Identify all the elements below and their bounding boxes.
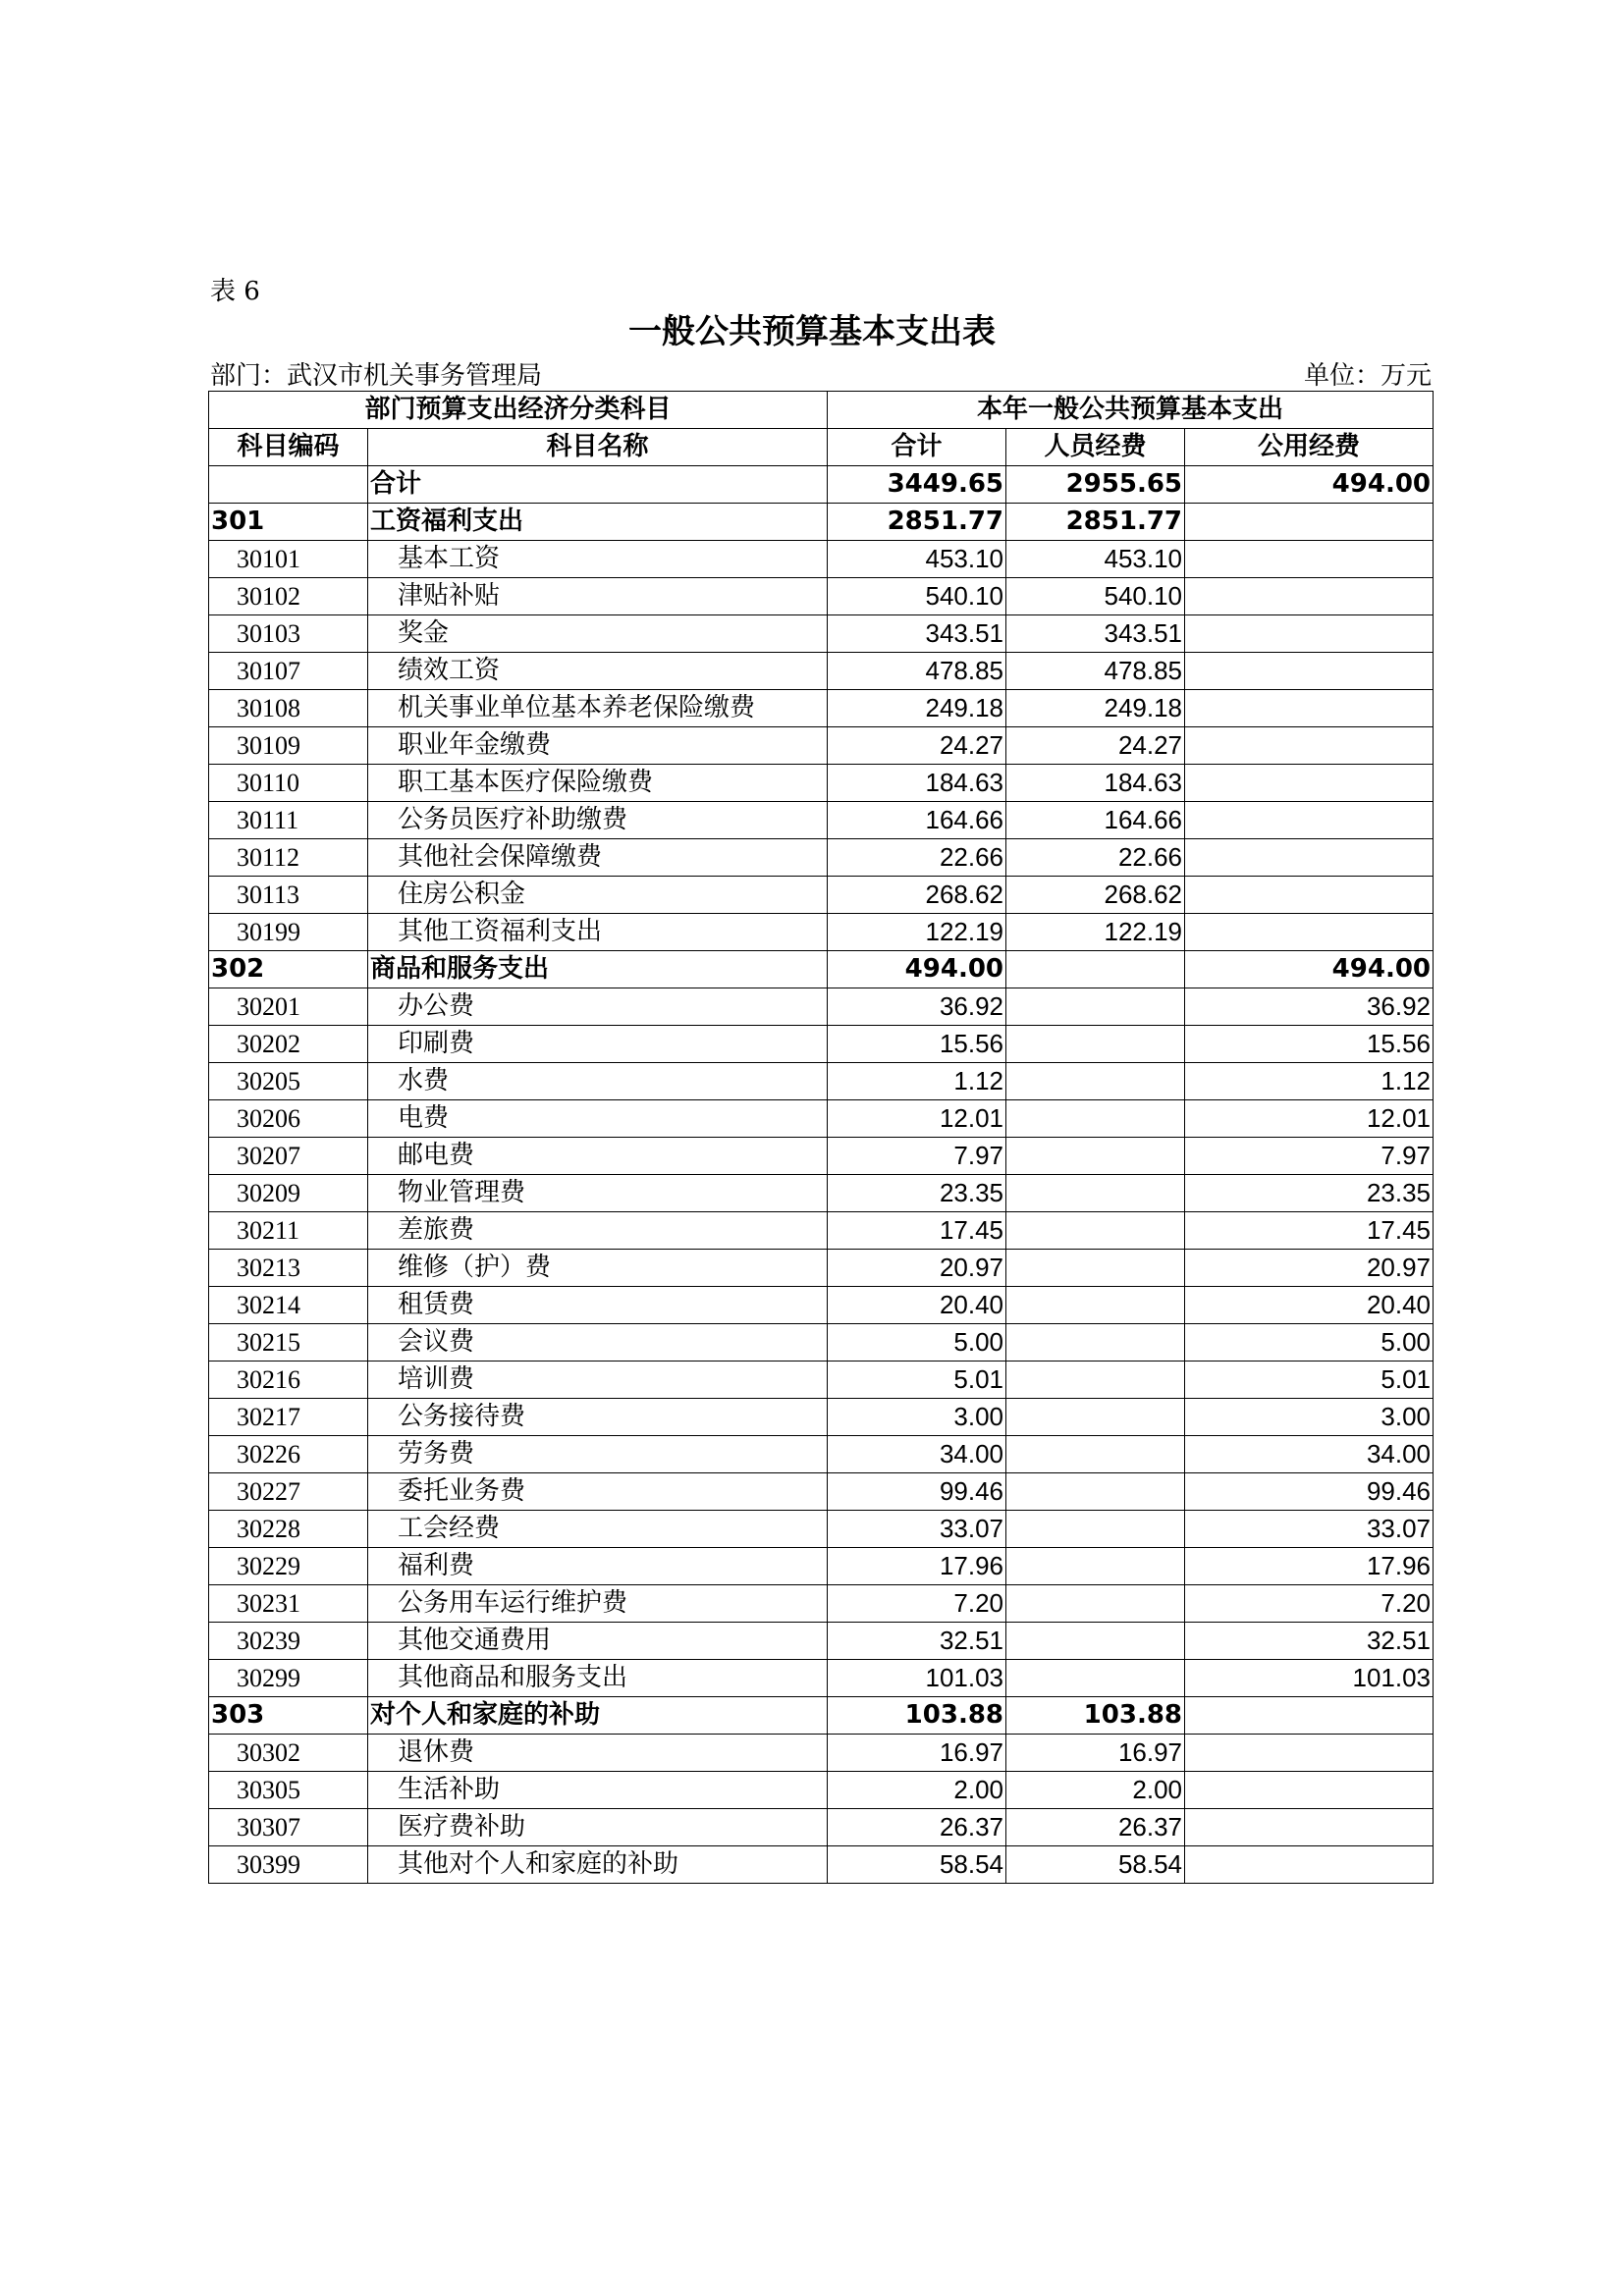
personnel-cost-cell [1006,1250,1185,1287]
table-row [209,1212,1434,1250]
table-row [209,1175,1434,1212]
table-row [209,1585,1434,1623]
public-cost-cell: 1.12 [1185,1063,1434,1100]
subject-code-cell: 30229 [209,1548,368,1585]
subject-code-cell [209,466,368,504]
header-economic-classification: 部门预算支出经济分类科目 [209,392,828,429]
total-cell: 15.56 [828,1026,1006,1063]
subject-code-cell: 301 [209,504,368,541]
subject-name-cell: 对个人和家庭的补助 [368,1697,828,1735]
subject-name-cell: 其他对个人和家庭的补助 [368,1846,828,1884]
table-row [209,1250,1434,1287]
total-cell: 7.20 [828,1585,1006,1623]
public-cost-cell: 99.46 [1185,1473,1434,1511]
subject-code-cell: 30239 [209,1623,368,1660]
public-cost-cell: 7.20 [1185,1585,1434,1623]
header-subject-code: 科目编码 [209,429,368,466]
subject-name-cell: 公务接待费 [368,1399,828,1436]
document-title: 一般公共预算基本支出表 [628,312,996,351]
public-cost-cell [1185,541,1434,578]
subject-code-cell: 30299 [209,1660,368,1697]
personnel-cost-cell [1006,1548,1185,1585]
table-row [209,1735,1434,1772]
personnel-cost-cell [1006,1623,1185,1660]
table-row [209,1324,1434,1362]
total-cell: 453.10 [828,541,1006,578]
subject-name-cell: 委托业务费 [368,1473,828,1511]
subject-name-cell: 电费 [368,1100,828,1138]
table-row [209,1660,1434,1697]
personnel-cost-cell: 16.97 [1006,1735,1185,1772]
personnel-cost-cell [1006,951,1185,988]
total-cell: 268.62 [828,877,1006,914]
personnel-cost-cell: 24.27 [1006,727,1185,765]
public-cost-cell [1185,839,1434,877]
table-row [209,1772,1434,1809]
total-cell: 23.35 [828,1175,1006,1212]
public-cost-cell [1185,765,1434,802]
subject-name-cell: 维修（护）费 [368,1250,828,1287]
personnel-cost-cell: 58.54 [1006,1846,1185,1884]
subject-code-cell: 30227 [209,1473,368,1511]
total-cell: 3.00 [828,1399,1006,1436]
personnel-cost-cell: 343.51 [1006,615,1185,653]
subject-code-cell: 30302 [209,1735,368,1772]
public-cost-cell [1185,1772,1434,1809]
personnel-cost-cell: 103.88 [1006,1697,1185,1735]
table-number: 表 6 [210,277,260,306]
total-cell: 36.92 [828,988,1006,1026]
total-cell: 34.00 [828,1436,1006,1473]
table-row [209,1846,1434,1884]
header-column-row [209,429,1434,466]
subject-code-cell: 30107 [209,653,368,690]
subject-name-cell: 办公费 [368,988,828,1026]
public-cost-cell: 101.03 [1185,1660,1434,1697]
unit-label: 单位：万元 [1303,361,1432,391]
table-row [209,1138,1434,1175]
total-cell: 101.03 [828,1660,1006,1697]
public-cost-cell: 34.00 [1185,1436,1434,1473]
subject-code-cell: 30199 [209,914,368,951]
table-row [209,1399,1434,1436]
subject-code-cell: 30226 [209,1436,368,1473]
public-cost-cell: 33.07 [1185,1511,1434,1548]
total-cell: 99.46 [828,1473,1006,1511]
subject-code-cell: 30113 [209,877,368,914]
table-row [209,615,1434,653]
total-cell: 2.00 [828,1772,1006,1809]
personnel-cost-cell [1006,1175,1185,1212]
subject-name-cell: 其他工资福利支出 [368,914,828,951]
total-cell: 5.01 [828,1362,1006,1399]
subject-name-cell: 培训费 [368,1362,828,1399]
subject-code-cell: 30111 [209,802,368,839]
table-row [209,690,1434,727]
table-row [209,727,1434,765]
subject-code-cell: 30214 [209,1287,368,1324]
subject-code-cell: 30209 [209,1175,368,1212]
subject-name-cell: 租赁费 [368,1287,828,1324]
table-body [209,466,1434,1884]
total-cell: 58.54 [828,1846,1006,1884]
subject-code-cell: 302 [209,951,368,988]
subject-name-cell: 福利费 [368,1548,828,1585]
table-row [209,1026,1434,1063]
total-cell: 122.19 [828,914,1006,951]
subject-code-cell: 30109 [209,727,368,765]
header-basic-expenditure: 本年一般公共预算基本支出 [828,392,1434,429]
table-row [209,1063,1434,1100]
public-cost-cell: 17.45 [1185,1212,1434,1250]
subject-name-cell: 其他交通费用 [368,1623,828,1660]
category-row [209,951,1434,988]
personnel-cost-cell [1006,1399,1185,1436]
total-cell: 32.51 [828,1623,1006,1660]
personnel-cost-cell [1006,1138,1185,1175]
subject-code-cell: 30206 [209,1100,368,1138]
public-cost-cell [1185,1697,1434,1735]
subject-code-cell: 30110 [209,765,368,802]
total-cell: 3449.65 [828,466,1006,504]
total-cell: 16.97 [828,1735,1006,1772]
total-cell: 20.97 [828,1250,1006,1287]
personnel-cost-cell [1006,1436,1185,1473]
subject-name-cell: 职业年金缴费 [368,727,828,765]
subject-name-cell: 公务用车运行维护费 [368,1585,828,1623]
subject-name-cell: 基本工资 [368,541,828,578]
public-cost-cell: 5.00 [1185,1324,1434,1362]
subject-code-cell: 30112 [209,839,368,877]
subject-code-cell: 30205 [209,1063,368,1100]
table-row [209,1287,1434,1324]
public-cost-cell: 494.00 [1185,466,1434,504]
public-cost-cell: 20.40 [1185,1287,1434,1324]
department-label: 部门：武汉市机关事务管理局 [210,361,543,391]
subject-name-cell: 公务员医疗补助缴费 [368,802,828,839]
public-cost-cell [1185,1809,1434,1846]
public-cost-cell [1185,690,1434,727]
header-subject-name: 科目名称 [368,429,828,466]
total-cell: 249.18 [828,690,1006,727]
subject-name-cell: 住房公积金 [368,877,828,914]
subject-code-cell: 30211 [209,1212,368,1250]
subject-code-cell: 30231 [209,1585,368,1623]
table-row [209,1100,1434,1138]
personnel-cost-cell [1006,1324,1185,1362]
total-cell: 478.85 [828,653,1006,690]
public-cost-cell: 32.51 [1185,1623,1434,1660]
public-cost-cell [1185,578,1434,615]
total-cell: 5.00 [828,1324,1006,1362]
public-cost-cell: 23.35 [1185,1175,1434,1212]
personnel-cost-cell: 26.37 [1006,1809,1185,1846]
subject-name-cell: 工会经费 [368,1511,828,1548]
subject-code-cell: 303 [209,1697,368,1735]
total-cell: 184.63 [828,765,1006,802]
category-row [209,1697,1434,1735]
total-cell: 1.12 [828,1063,1006,1100]
category-row [209,504,1434,541]
subject-name-cell: 商品和服务支出 [368,951,828,988]
subject-code-cell: 30307 [209,1809,368,1846]
subject-code-cell: 30213 [209,1250,368,1287]
subject-code-cell: 30215 [209,1324,368,1362]
subject-code-cell: 30202 [209,1026,368,1063]
subject-name-cell: 机关事业单位基本养老保险缴费 [368,690,828,727]
subject-code-cell: 30399 [209,1846,368,1884]
public-cost-cell: 20.97 [1185,1250,1434,1287]
category-row [209,466,1434,504]
public-cost-cell [1185,1735,1434,1772]
subject-code-cell: 30207 [209,1138,368,1175]
personnel-cost-cell [1006,1212,1185,1250]
subject-code-cell: 30217 [209,1399,368,1436]
personnel-cost-cell [1006,1026,1185,1063]
table-row [209,541,1434,578]
table-row [209,1362,1434,1399]
personnel-cost-cell [1006,1063,1185,1100]
personnel-cost-cell: 122.19 [1006,914,1185,951]
subject-name-cell: 邮电费 [368,1138,828,1175]
total-cell: 343.51 [828,615,1006,653]
total-cell: 17.96 [828,1548,1006,1585]
table-row [209,1511,1434,1548]
public-cost-cell: 15.56 [1185,1026,1434,1063]
header-total: 合计 [828,429,1006,466]
header-personnel-cost: 人员经费 [1006,429,1185,466]
total-cell: 164.66 [828,802,1006,839]
public-cost-cell [1185,615,1434,653]
public-cost-cell: 494.00 [1185,951,1434,988]
subject-name-cell: 退休费 [368,1735,828,1772]
personnel-cost-cell [1006,1660,1185,1697]
public-cost-cell [1185,504,1434,541]
subject-name-cell: 职工基本医疗保险缴费 [368,765,828,802]
public-cost-cell: 17.96 [1185,1548,1434,1585]
table-row [209,1473,1434,1511]
subject-name-cell: 生活补助 [368,1772,828,1809]
subject-name-cell: 合计 [368,466,828,504]
subject-name-cell: 物业管理费 [368,1175,828,1212]
public-cost-cell [1185,914,1434,951]
personnel-cost-cell: 184.63 [1006,765,1185,802]
total-cell: 26.37 [828,1809,1006,1846]
subject-code-cell: 30102 [209,578,368,615]
personnel-cost-cell: 268.62 [1006,877,1185,914]
subject-name-cell: 差旅费 [368,1212,828,1250]
header-group-row [209,392,1434,429]
personnel-cost-cell [1006,1287,1185,1324]
personnel-cost-cell: 249.18 [1006,690,1185,727]
personnel-cost-cell: 22.66 [1006,839,1185,877]
total-cell: 2851.77 [828,504,1006,541]
subject-name-cell: 奖金 [368,615,828,653]
subject-name-cell: 医疗费补助 [368,1809,828,1846]
budget-table [208,391,1434,1884]
personnel-cost-cell [1006,1362,1185,1399]
table-row [209,802,1434,839]
public-cost-cell: 12.01 [1185,1100,1434,1138]
personnel-cost-cell: 164.66 [1006,802,1185,839]
public-cost-cell [1185,1846,1434,1884]
total-cell: 20.40 [828,1287,1006,1324]
public-cost-cell: 3.00 [1185,1399,1434,1436]
subject-name-cell: 津贴补贴 [368,578,828,615]
table-row [209,578,1434,615]
subject-code-cell: 30103 [209,615,368,653]
total-cell: 494.00 [828,951,1006,988]
total-cell: 103.88 [828,1697,1006,1735]
subject-code-cell: 30101 [209,541,368,578]
total-cell: 24.27 [828,727,1006,765]
subject-code-cell: 30216 [209,1362,368,1399]
public-cost-cell [1185,727,1434,765]
total-cell: 22.66 [828,839,1006,877]
table-row [209,877,1434,914]
public-cost-cell: 7.97 [1185,1138,1434,1175]
subject-name-cell: 劳务费 [368,1436,828,1473]
subject-name-cell: 其他商品和服务支出 [368,1660,828,1697]
subject-name-cell: 印刷费 [368,1026,828,1063]
table-row [209,765,1434,802]
personnel-cost-cell: 478.85 [1006,653,1185,690]
subject-code-cell: 30201 [209,988,368,1026]
subject-code-cell: 30108 [209,690,368,727]
personnel-cost-cell [1006,1473,1185,1511]
personnel-cost-cell [1006,988,1185,1026]
personnel-cost-cell: 540.10 [1006,578,1185,615]
public-cost-cell [1185,802,1434,839]
subject-name-cell: 水费 [368,1063,828,1100]
personnel-cost-cell [1006,1585,1185,1623]
public-cost-cell [1185,653,1434,690]
table-row [209,839,1434,877]
subject-name-cell: 其他社会保障缴费 [368,839,828,877]
subject-name-cell: 会议费 [368,1324,828,1362]
total-cell: 17.45 [828,1212,1006,1250]
personnel-cost-cell [1006,1100,1185,1138]
total-cell: 7.97 [828,1138,1006,1175]
total-cell: 33.07 [828,1511,1006,1548]
table-row [209,988,1434,1026]
subject-name-cell: 绩效工资 [368,653,828,690]
table-row [209,653,1434,690]
subject-code-cell: 30228 [209,1511,368,1548]
personnel-cost-cell: 2851.77 [1006,504,1185,541]
total-cell: 540.10 [828,578,1006,615]
personnel-cost-cell: 453.10 [1006,541,1185,578]
personnel-cost-cell [1006,1511,1185,1548]
public-cost-cell: 36.92 [1185,988,1434,1026]
table-row [209,1809,1434,1846]
table-row [209,914,1434,951]
public-cost-cell [1185,877,1434,914]
header-public-cost: 公用经费 [1185,429,1434,466]
personnel-cost-cell: 2955.65 [1006,466,1185,504]
public-cost-cell: 5.01 [1185,1362,1434,1399]
total-cell: 12.01 [828,1100,1006,1138]
subject-code-cell: 30305 [209,1772,368,1809]
personnel-cost-cell: 2.00 [1006,1772,1185,1809]
table-row [209,1623,1434,1660]
table-row [209,1548,1434,1585]
subject-name-cell: 工资福利支出 [368,504,828,541]
table-row [209,1436,1434,1473]
